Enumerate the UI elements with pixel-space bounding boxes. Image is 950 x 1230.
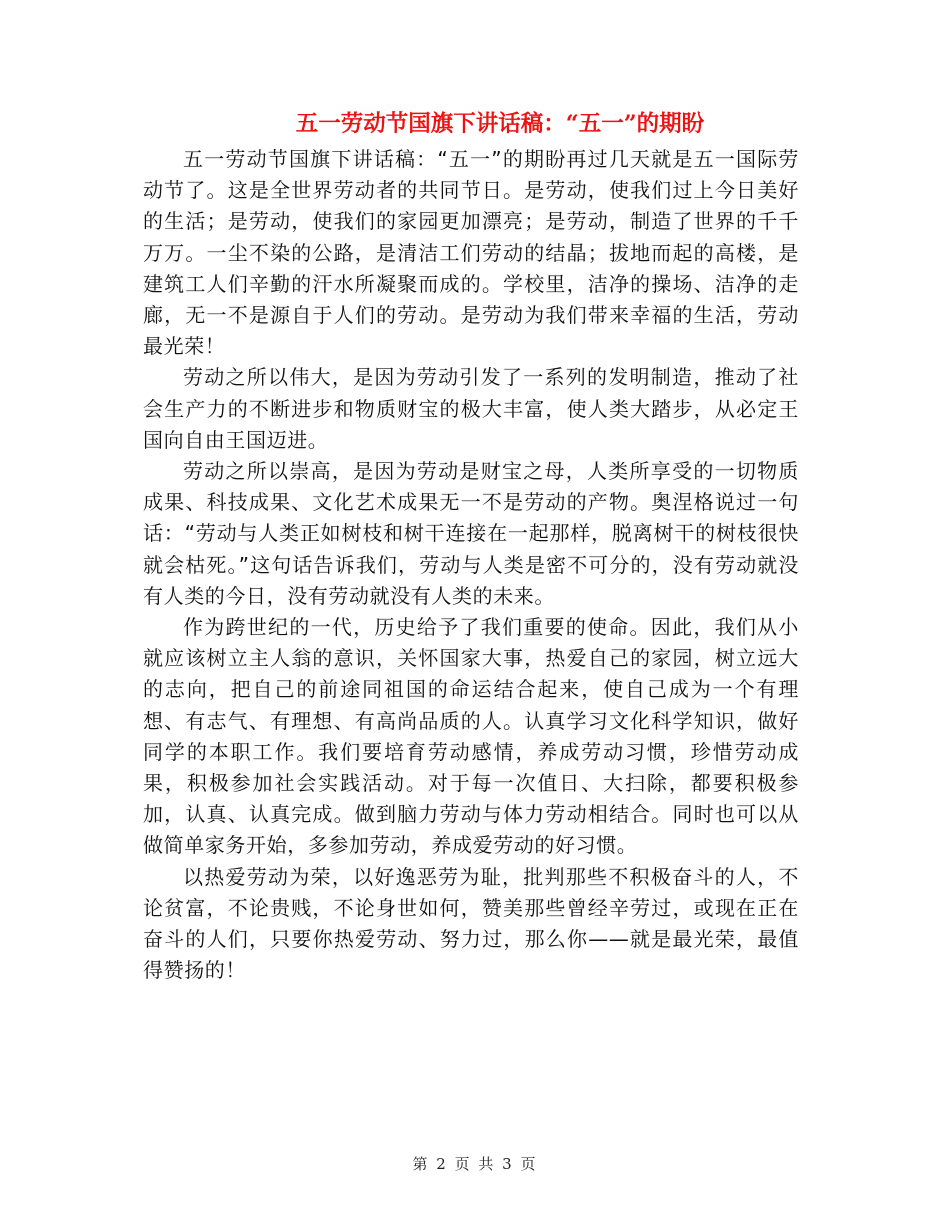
paragraph: 五一劳动节国旗下讲话稿：“五一”的期盼再过几天就是五一国际劳动节了。这是全世界劳动者的共同节日。是劳动，使我们过上今日美好的生活；是劳动，使我们的家园更加漂亮；是劳动，制造了世界的千千万万。一尘不染的公路，是清洁工们劳动的结晶；拔地而起的高楼，是建筑工人们辛勤的汗水所凝聚而成的。学校里，洁净的操场、洁净的走廊，无一不是源自于人们的劳动。是劳动为我们带来幸福的生活，劳动最光荣！ (143, 147, 799, 359)
paragraph: 作为跨世纪的一代，历史给予了我们重要的使命。因此，我们从小就应该树立主人翁的意识，关怀国家大事，热爱自己的家园，树立远大的志向，把自己的前途同祖国的命运结合起来，使自己成为一个有理想、有志气、有理想、有高尚品质的人。认真学习文化科学知识，做好同学的本职工作。我们要培育劳动感情，养成劳动习惯，珍惜劳动成果，积极参加社会实践活动。对于每一次值日、大扫除，都要积极参加，认真、认真完成。做到脑力劳动与体力劳动相结合。同时也可以从做简单家务开始，多参加劳动，养成爱劳动的好习惯。 (143, 615, 799, 858)
document-body (143, 144, 799, 986)
page-number-footer: 第 2 页 共 3 页 (412, 1155, 538, 1173)
paragraph: 以热爱劳动为荣，以好逸恶劳为耻，批判那些不积极奋斗的人，不论贫富，不论贵贱，不论身世如何，赞美那些曾经辛劳过，或现在正在奋斗的人们，只要你热爱劳动、努力过，那么你——就是最光荣，最值得赞扬的！ (143, 864, 799, 983)
paragraph: 劳动之所以伟大，是因为劳动引发了一系列的发明制造，推动了社会生产力的不断进步和物质财宝的极大丰富，使人类大踏步，从必定王国向自由王国迈进。 (143, 365, 799, 452)
paragraph: 劳动之所以崇高，是因为劳动是财宝之母，人类所享受的一切物质成果、科技成果、文化艺术成果无一不是劳动的产物。奥涅格说过一句话：“劳动与人类正如树枝和树干连接在一起那样，脱离树干的树枝很快就会枯死。”这句话告诉我们，劳动与人类是密不可分的，没有劳动就没有人类的今日，没有劳动就没有人类的未来。 (143, 459, 799, 608)
document-title: 五一劳动节国旗下讲话稿：“五一”的期盼 (295, 111, 705, 137)
